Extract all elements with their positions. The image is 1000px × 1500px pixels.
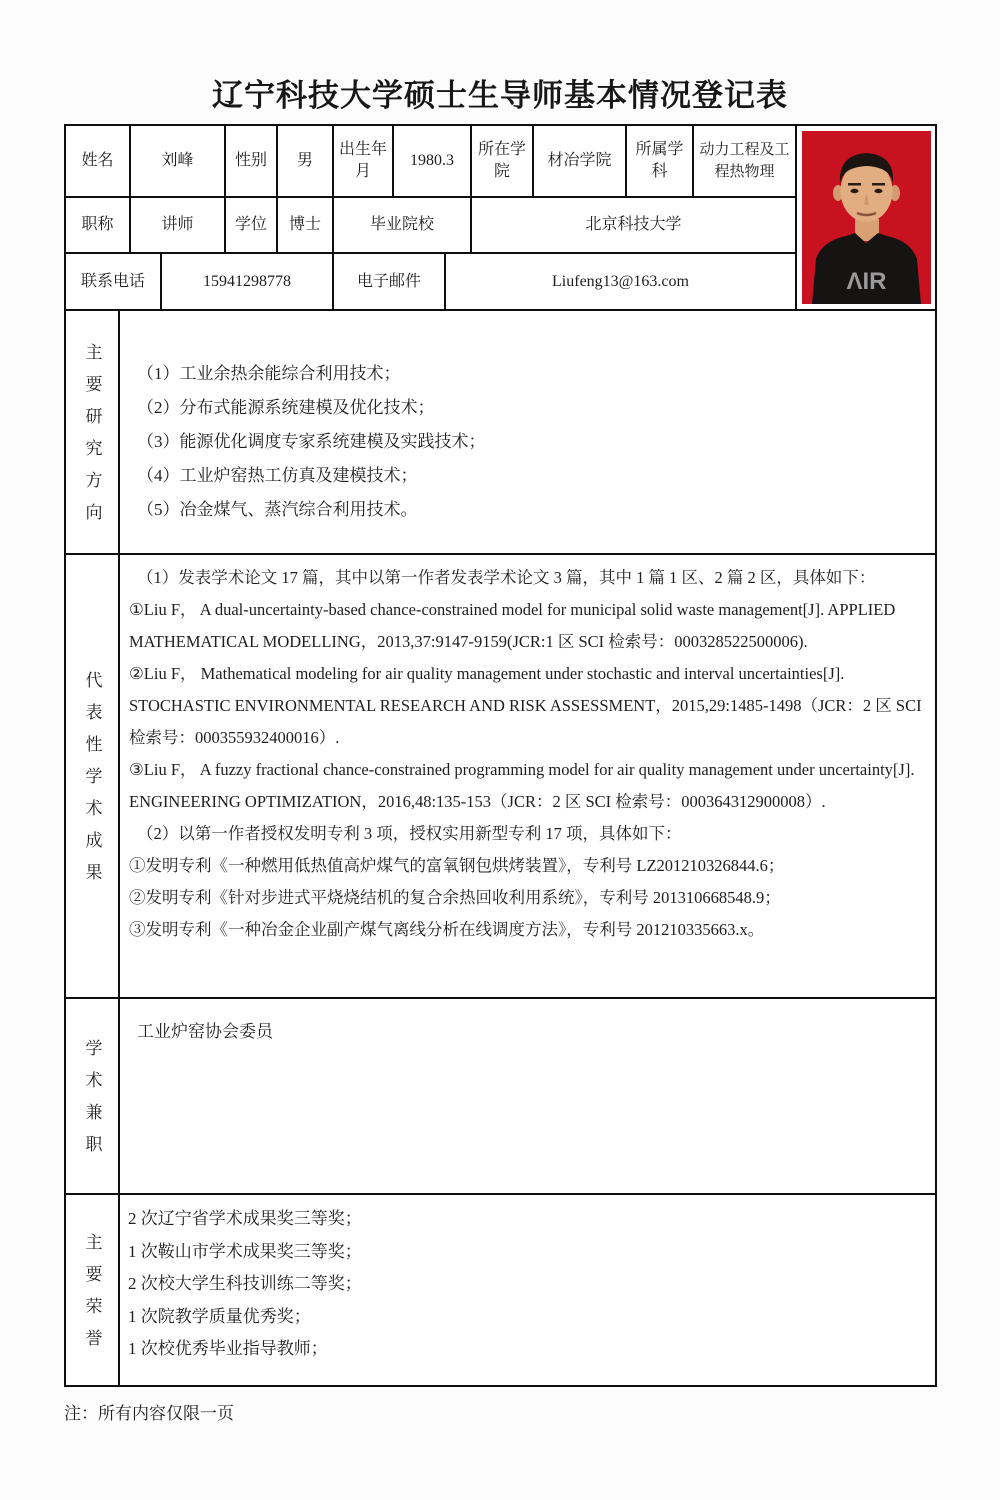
positions-content xyxy=(120,999,935,1193)
discipline-label: 所属学科 xyxy=(627,126,694,196)
achievement-paragraph: ①Liu F， A dual-uncertainty-based chance-constrained model for municipal solid waste management[J]. APPLIED MATHEMATICAL MODELLING，2013,37:9147-9159(JCR:1 区 SCI 检索号：000328522500006). xyxy=(129,600,896,651)
position-line: 工业炉窑协会委员 xyxy=(137,1022,273,1041)
achievement-paragraph: ③Liu F， A fuzzy fractional chance-constrained programming model for air quality management under uncertainty[J]. ENGINEERING OPTIMIZATION，2016,48:135-153（JCR：2 区 SCI 检索号：000364312900008）. xyxy=(129,760,915,811)
id-photo-cell xyxy=(797,126,935,309)
phone-label: 联系电话 xyxy=(66,254,162,309)
college-value: 材冶学院 xyxy=(534,126,627,196)
name-value: 刘峰 xyxy=(131,126,226,196)
research-line: （3）能源优化调度专家系统建模及实践技术； xyxy=(137,432,486,451)
discipline-value: 动力工程及工程热物理 xyxy=(699,142,790,180)
honor-line: 2 次辽宁省学术成果奖三等奖； xyxy=(128,1209,362,1228)
alma-mater-label: 毕业院校 xyxy=(334,198,472,252)
achievement-paragraph: ②发明专利《针对步进式平烧烧结机的复合余热回收利用系统》，专利号 201310668548.9； xyxy=(129,888,781,907)
id-photo xyxy=(802,131,931,304)
college-label: 所在学院 xyxy=(472,126,534,196)
achievement-paragraph: （2）以第一作者授权发明专利 3 项，授权实用新型专利 17 项，具体如下： xyxy=(137,824,682,843)
job-title-label: 职称 xyxy=(66,198,131,252)
honor-line: 1 次校优秀毕业指导教师； xyxy=(128,1339,328,1358)
research-line: （1）工业余热余能综合利用技术； xyxy=(137,364,401,383)
research-line: （2）分布式能源系统建模及优化技术； xyxy=(137,398,435,417)
degree-value: 博士 xyxy=(278,198,334,252)
honor-line: 2 次校大学生科技训练二等奖； xyxy=(128,1274,362,1293)
header-block xyxy=(66,126,935,309)
page-title: 辽宁科技大学硕士生导师基本情况登记表 xyxy=(212,78,788,113)
section-label-research: 主要研究方向 xyxy=(66,311,120,553)
shirt-text: ΛIR xyxy=(845,268,887,295)
achievement-paragraph: ③发明专利《一种冶金企业副产煤气离线分析在线调度方法》，专利号 201210335663.x。 xyxy=(129,920,765,939)
footer-note: 注：所有内容仅限一页 xyxy=(64,1404,234,1423)
email-label: 电子邮件 xyxy=(334,254,446,309)
header-grid xyxy=(66,126,797,309)
research-line: （4）工业炉窑热工仿真及建模技术； xyxy=(137,466,418,485)
section-positions xyxy=(66,997,935,1193)
header-row-2 xyxy=(66,198,795,254)
birth-value: 1980.3 xyxy=(394,126,472,196)
honor-line: 1 次院教学质量优秀奖； xyxy=(128,1306,311,1326)
job-title-value: 讲师 xyxy=(131,198,226,252)
section-label-honors: 主要荣誉 xyxy=(66,1195,120,1385)
research-line: （5）冶金煤气、蒸汽综合利用技术。 xyxy=(137,500,418,519)
alma-mater-value: 北京科技大学 xyxy=(585,216,682,233)
research-content xyxy=(120,311,935,553)
gender-value: 男 xyxy=(278,126,334,196)
honor-line: 1 次鞍山市学术成果奖三等奖； xyxy=(128,1241,362,1261)
portrait-graphic xyxy=(802,131,931,304)
section-label-achievements: 代表性学术成果 xyxy=(66,555,120,997)
header-row-3 xyxy=(66,254,795,309)
email-value: Liufeng13@163.com xyxy=(552,272,689,290)
degree-label: 学位 xyxy=(226,198,278,252)
form-table xyxy=(64,124,937,1387)
section-honors xyxy=(66,1193,935,1385)
achievements-content xyxy=(120,555,935,997)
name-label: 姓名 xyxy=(66,126,131,196)
gender-label: 性别 xyxy=(226,126,278,196)
section-label-positions: 学术兼职 xyxy=(66,999,120,1193)
birth-label: 出生年月 xyxy=(334,126,394,196)
achievement-paragraph: ②Liu F， Mathematical modeling for air quality management under stochastic and interval uncertainties[J]. STOCHASTIC ENVIRONMENTAL RESEARCH AND RISK ASSESSMENT，2015,29:1485-1498（JCR：2 区 SCI 检索号：000355932400016）. xyxy=(129,664,922,747)
header-row-1 xyxy=(66,126,795,198)
honors-content xyxy=(120,1195,935,1385)
achievement-paragraph: ①发明专利《一种燃用低热值高炉煤气的富氧钢包烘烤装置》，专利号 LZ201210326844.6； xyxy=(129,856,785,875)
section-research xyxy=(66,309,935,553)
phone-value: 15941298778 xyxy=(162,254,334,309)
achievement-paragraph: （1）发表学术论文 17 篇，其中以第一作者发表学术论文 3 篇，其中 1 篇 1 区、2 篇 2 区，具体如下： xyxy=(137,568,876,587)
section-achievements xyxy=(66,553,935,997)
